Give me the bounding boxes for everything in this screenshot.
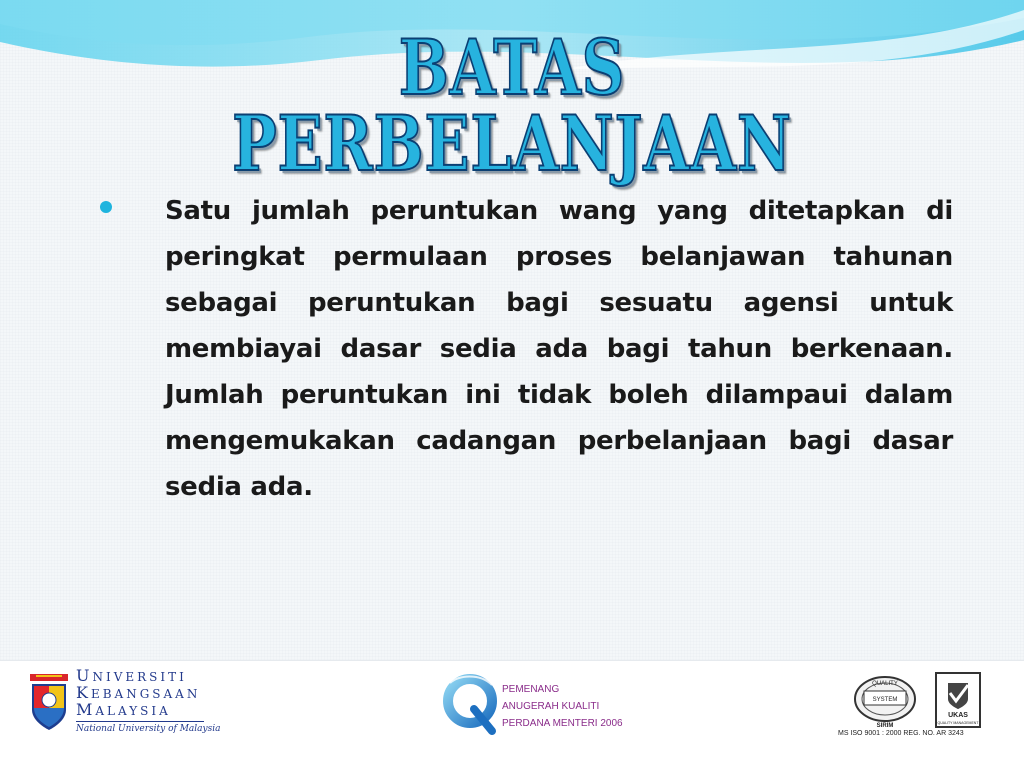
- sirim-quality-system-logo: [852, 671, 918, 729]
- slide-title: BATAS PERBELANJAAN: [232, 23, 792, 188]
- sirim-mid-text: SYSTEM: [872, 697, 898, 703]
- quality-award-q-logo: [440, 671, 500, 735]
- ukas-label: UKAS: [948, 712, 968, 719]
- university-name-line-1: UNIVERSITI: [76, 666, 187, 685]
- sirim-bottom-text: SIRIM: [876, 723, 894, 729]
- bullet-point-icon: [100, 201, 112, 213]
- quality-award-block: [428, 669, 668, 741]
- award-line-2: ANUGERAH KUALITI: [502, 701, 600, 712]
- university-name-line-3: MALAYSIA: [76, 700, 171, 719]
- university-name-line-2: KEBANGSAAN: [76, 683, 201, 702]
- university-divider: [76, 721, 204, 722]
- award-text: [502, 681, 623, 732]
- ukas-sub-label: QUALITY MANAGEMENT: [937, 721, 979, 725]
- sirim-top-text: QUALITY: [872, 681, 898, 687]
- award-line-3: PERDANA MENTERI 2006: [502, 718, 623, 729]
- iso-registration-caption: MS ISO 9001 : 2000 REG. NO. AR 3243: [838, 730, 964, 737]
- university-subtitle: National University of Malaysia: [76, 724, 221, 734]
- university-name: [76, 666, 221, 734]
- bullet-paragraph: Satu jumlah peruntukan wang yang ditetapkan di peringkat permulaan proses belanjawan tahunan sebagai peruntukan bagi sesuatu agensi untuk membiayai dasar sedia ada bagi tahun berkenaan. Jumlah peruntukan ini tidak boleh dilampaui dalam mengemukakan cadangan perbelanjaan bagi dasar sedia ada.: [165, 196, 953, 502]
- ukm-crest-logo: [26, 670, 72, 732]
- ukas-quality-management-logo: [934, 671, 982, 729]
- footer-bar: [0, 660, 1024, 769]
- certification-block: [838, 669, 998, 749]
- award-line-1: PEMENANG: [502, 684, 560, 695]
